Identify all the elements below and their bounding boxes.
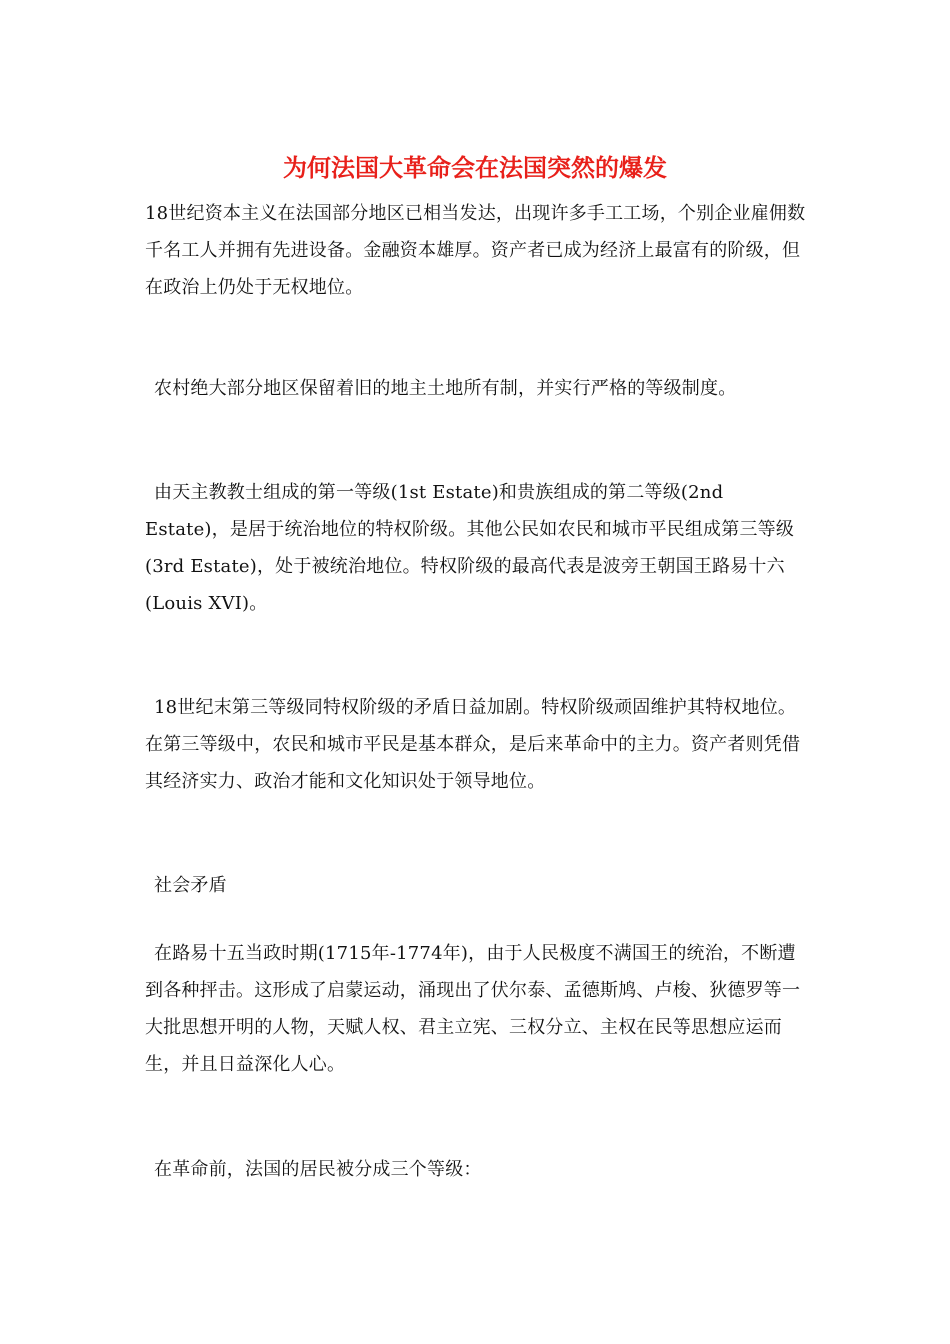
paragraph-third-estate-conflict: 18世纪末第三等级同特权阶级的矛盾日益加剧。特权阶级顽固维护其特权地位。在第三等级中，农民和城市平民是基本群众，是后来革命中的主力。资产者则凭借其经济实力、政治才能和文化知识处于领导地位。 — [145, 697, 801, 792]
paragraph-three-estates-intro: 在革命前，法国的居民被分成三个等级： — [154, 1159, 482, 1180]
section-heading-social-conflict: 社会矛盾 — [154, 875, 227, 896]
paragraph-enlightenment: 在路易十五当政时期(1715年-1774年)，由于人民极度不满国王的统治，不断遭到各种抨击。这形成了启蒙运动，涌现出了伏尔泰、孟德斯鸠、卢梭、狄德罗等一大批思想开明的人物，天赋人权、君主立宪、三权分立、主权在民等思想应运而生，并且日益深化人心。 — [145, 943, 801, 1075]
paragraph-rural-land: 农村绝大部分地区保留着旧的地主土地所有制，并实行严格的等级制度。 — [154, 378, 737, 399]
paragraph-estates: 由天主教教士组成的第一等级(1st Estate)和贵族组成的第二等级(2nd Estate)，是居于统治地位的特权阶级。其他公民如农民和城市平民组成第三等级(3rd Estate)，处于被统治地位。特权阶级的最高代表是波旁王朝国王路易十六(Louis XVI)。 — [145, 482, 795, 614]
paragraph-capitalism: 18世纪资本主义在法国部分地区已相当发达，出现许多手工工场，个别企业雇佣数千名工人并拥有先进设备。金融资本雄厚。资产者已成为经济上最富有的阶级，但在政治上仍处于无权地位。 — [145, 203, 806, 298]
document-title: 为何法国大革命会在法国突然的爆发 — [283, 154, 667, 182]
